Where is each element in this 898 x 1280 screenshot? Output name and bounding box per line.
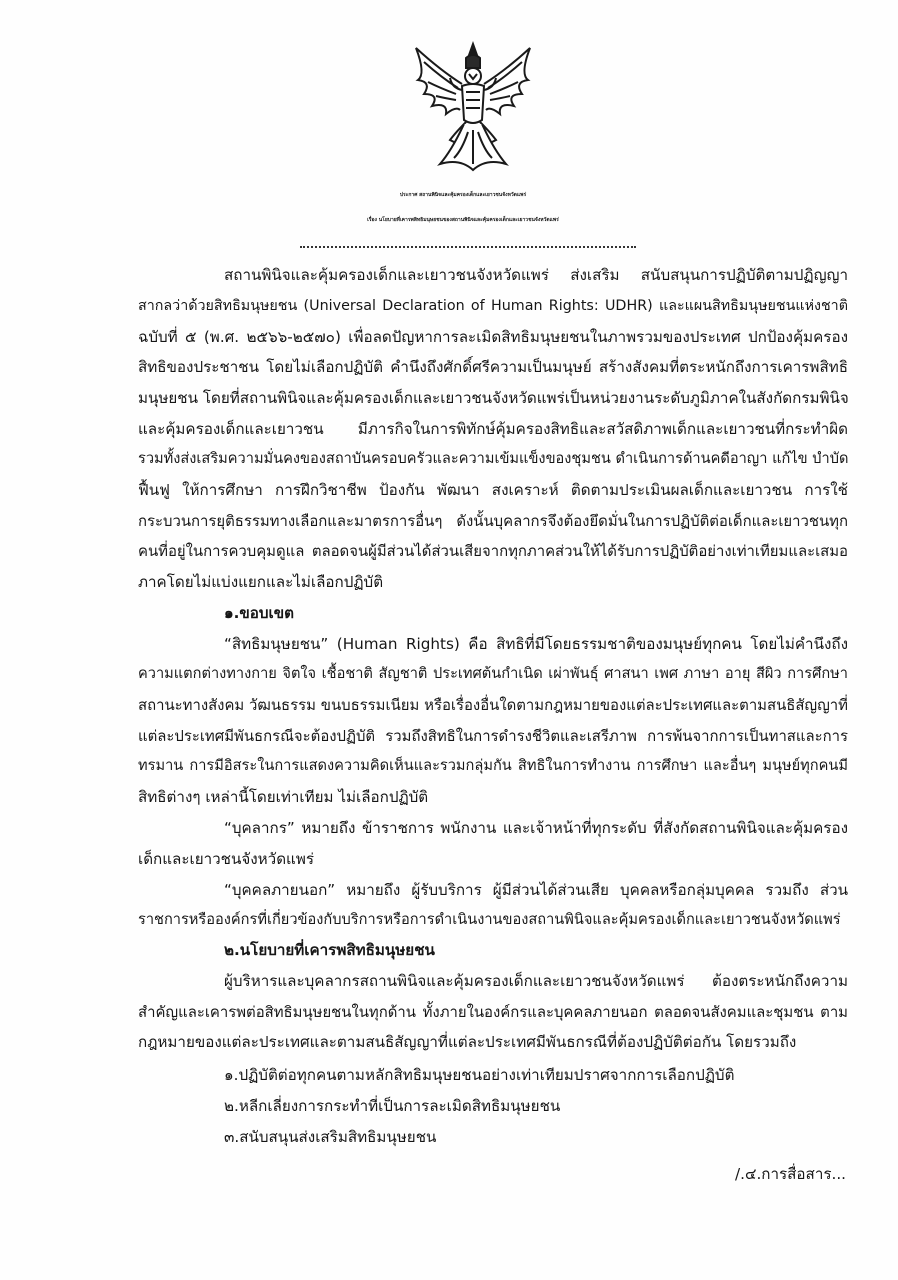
intro-line: ฟื้นฟู ให้การศึกษา การฝึกวิชาชีพ ป้องกัน พัฒนา สงเคราะห์ ติดตามประเมินผลเด็กและเยาวชน การใช้	[138, 481, 848, 499]
definition-line: สถานะทางสังคม วัฒนธรรม ขนบธรรมเนียม หรือเรื่องอื่นใดตามกฎหมายของแต่ละประเทศและตามสนธิสัญญาที่	[138, 696, 848, 714]
intro-line: ภาคโดยไม่แบ่งแยกและไม่เลือกปฏิบัติ	[138, 573, 384, 591]
intro-line: รวมทั้งส่งเสริมความมั่นคงของสถาบันครอบครัวและความเข้มแข็งของชุมชน ดำเนินการด้านคดีอาญา แก้ไข บำบัด	[138, 450, 849, 467]
definition-line: ทรมาน การมีอิสระในการแสดงความคิดเห็นและรวมกลุ่มกัน สิทธิในการทำงาน การศึกษา และอื่นๆ มนุษย์ทุกคนมี	[138, 757, 848, 774]
policy-item: ๒.หลีกเลี่ยงการกระทำที่เป็นการละเมิดสิทธิมนุษยชน	[224, 1097, 561, 1115]
intro-line: มนุษยชน โดยที่สถานพินิจและคุ้มครองเด็กและเยาวชนจังหวัดแพร่เป็นหน่วยงานระดับภูมิภาคในสังกัดกรมพินิจ	[138, 389, 849, 407]
policy-line: สำคัญและเคารพต่อสิทธิมนุษยชนในทุกด้าน ทั้งภายในองค์กรและบุคคลภายนอก ตลอดจนสังคมและชุมชน ตาม	[138, 1003, 848, 1021]
definition-line: เด็กและเยาวชนจังหวัดแพร่	[138, 850, 315, 868]
policy-item: ๑.ปฏิบัติต่อทุกคนตามหลักสิทธิมนุษยชนอย่างเท่าเทียมปราศจากการเลือกปฏิบัติ	[224, 1066, 735, 1084]
announcement-subject: เรื่อง นโยบายที่เคารพสิทธิมนุษยชนของสถานพินิจและคุ้มครองเด็กและเยาวชนจังหวัดแพร่	[367, 217, 559, 223]
definition-line: “บุคคลภายนอก” หมายถึง ผู้รับบริการ ผู้มีส่วนได้ส่วนเสีย บุคคลหรือกลุ่มบุคคล รวมถึง ส่วน	[224, 881, 848, 899]
intro-line: คนที่อยู่ในการควบคุมดูแล ตลอดจนผู้มีส่วนได้ส่วนเสียจากทุกภาคส่วนให้ได้รับการปฏิบัติอย่างเท่าเทียมและเสมอ	[138, 542, 848, 560]
definition-line: “บุคลากร” หมายถึง ข้าราชการ พนักงาน และเจ้าหน้าที่ทุกระดับ ที่สังกัดสถานพินิจและคุ้มครอง	[224, 819, 848, 837]
page-continuation: /.๔.การสื่อสาร...	[735, 1165, 846, 1183]
definition-line: ราชการหรือองค์กรที่เกี่ยวข้องกับบริการหรือการดำเนินงานของสถานพินิจและคุ้มครองเด็กและเยาวชนจังหวัดแพร่	[138, 911, 841, 928]
intro-line: สากลว่าด้วยสิทธิมนุษยชน (Universal Declaration of Human Rights: UDHR) และแผนสิทธิมนุษยชนแห่งชาติ	[138, 298, 848, 314]
policy-line: กฎหมายของแต่ละประเทศและตามสนธิสัญญาที่แต่ละประเทศมีพันธกรณีที่ต้องปฏิบัติต่อกัน โดยรวมถึง	[138, 1033, 797, 1051]
intro-line: กระบวนการยุติธรรมทางเลือกและมาตรการอื่นๆ ดังนั้นบุคลากรจึงต้องยึดมั่นในการปฏิบัติต่อเด็กและเยาวชนทุก	[138, 512, 848, 530]
definition-line: แต่ละประเทศมีพันธกรณีจะต้องปฏิบัติ รวมถึงสิทธิในการดำรงชีวิตและเสรีภาพ การพ้นจากการเป็นทาสและการ	[138, 727, 848, 745]
intro-line: และคุ้มครองเด็กและเยาวชน มีภารกิจในการพิทักษ์คุ้มครองสิทธิและสวัสดิภาพเด็กและเยาวชนที่กระทำผิด	[138, 420, 848, 438]
definition-line: สิทธิต่างๆ เหล่านี้โดยเท่าเทียม ไม่เลือกปฏิบัติ	[138, 788, 429, 806]
policy-line: ผู้บริหารและบุคลากรสถานพินิจและคุ้มครองเด็กและเยาวชนจังหวัดแพร่ ต้องตระหนักถึงความ	[224, 972, 848, 990]
section-heading-scope: ๑.ขอบเขต	[224, 604, 294, 622]
announcement-title: ประกาศ สถานพินิจและคุ้มครองเด็กและเยาวชนจังหวัดแพร่	[399, 192, 527, 198]
intro-line: สิทธิของประชาชน โดยไม่เลือกปฏิบัติ คำนึงถึงศักดิ์ศรีความเป็นมนุษย์ สร้างสังคมที่ตระหนักถึงการเคารพสิทธิ	[138, 358, 848, 376]
intro-line: ฉบับที่ ๕ (พ.ศ. ๒๕๖๖-๒๕๗๐) เพื่อลดปัญหาการละเมิดสิทธิมนุษยชนในภาพรวมของประเทศ ปกป้องคุ้มครอง	[138, 328, 848, 346]
garuda-emblem-icon	[410, 40, 536, 172]
section-heading-policy: ๒.นโยบายที่เคารพสิทธิมนุษยชน	[224, 941, 435, 959]
dotted-divider	[300, 232, 636, 248]
intro-line: สถานพินิจและคุ้มครองเด็กและเยาวชนจังหวัดแพร่ ส่งเสริม สนับสนุนการปฏิบัติตามปฏิญญา	[224, 266, 848, 284]
policy-item: ๓.สนับสนุนส่งเสริมสิทธิมนุษยชน	[224, 1128, 437, 1146]
definition-line: “สิทธิมนุษยชน” (Human Rights) คือ สิทธิที่มีโดยธรรมชาติของมนุษย์ทุกคน โดยไม่คำนึงถึง	[224, 635, 848, 653]
definition-line: ความแตกต่างทางกาย จิตใจ เชื้อชาติ สัญชาติ ประเทศต้นกำเนิด เผ่าพันธุ์ ศาสนา เพศ ภาษา อายุ สีผิว การศึกษา	[138, 665, 848, 682]
